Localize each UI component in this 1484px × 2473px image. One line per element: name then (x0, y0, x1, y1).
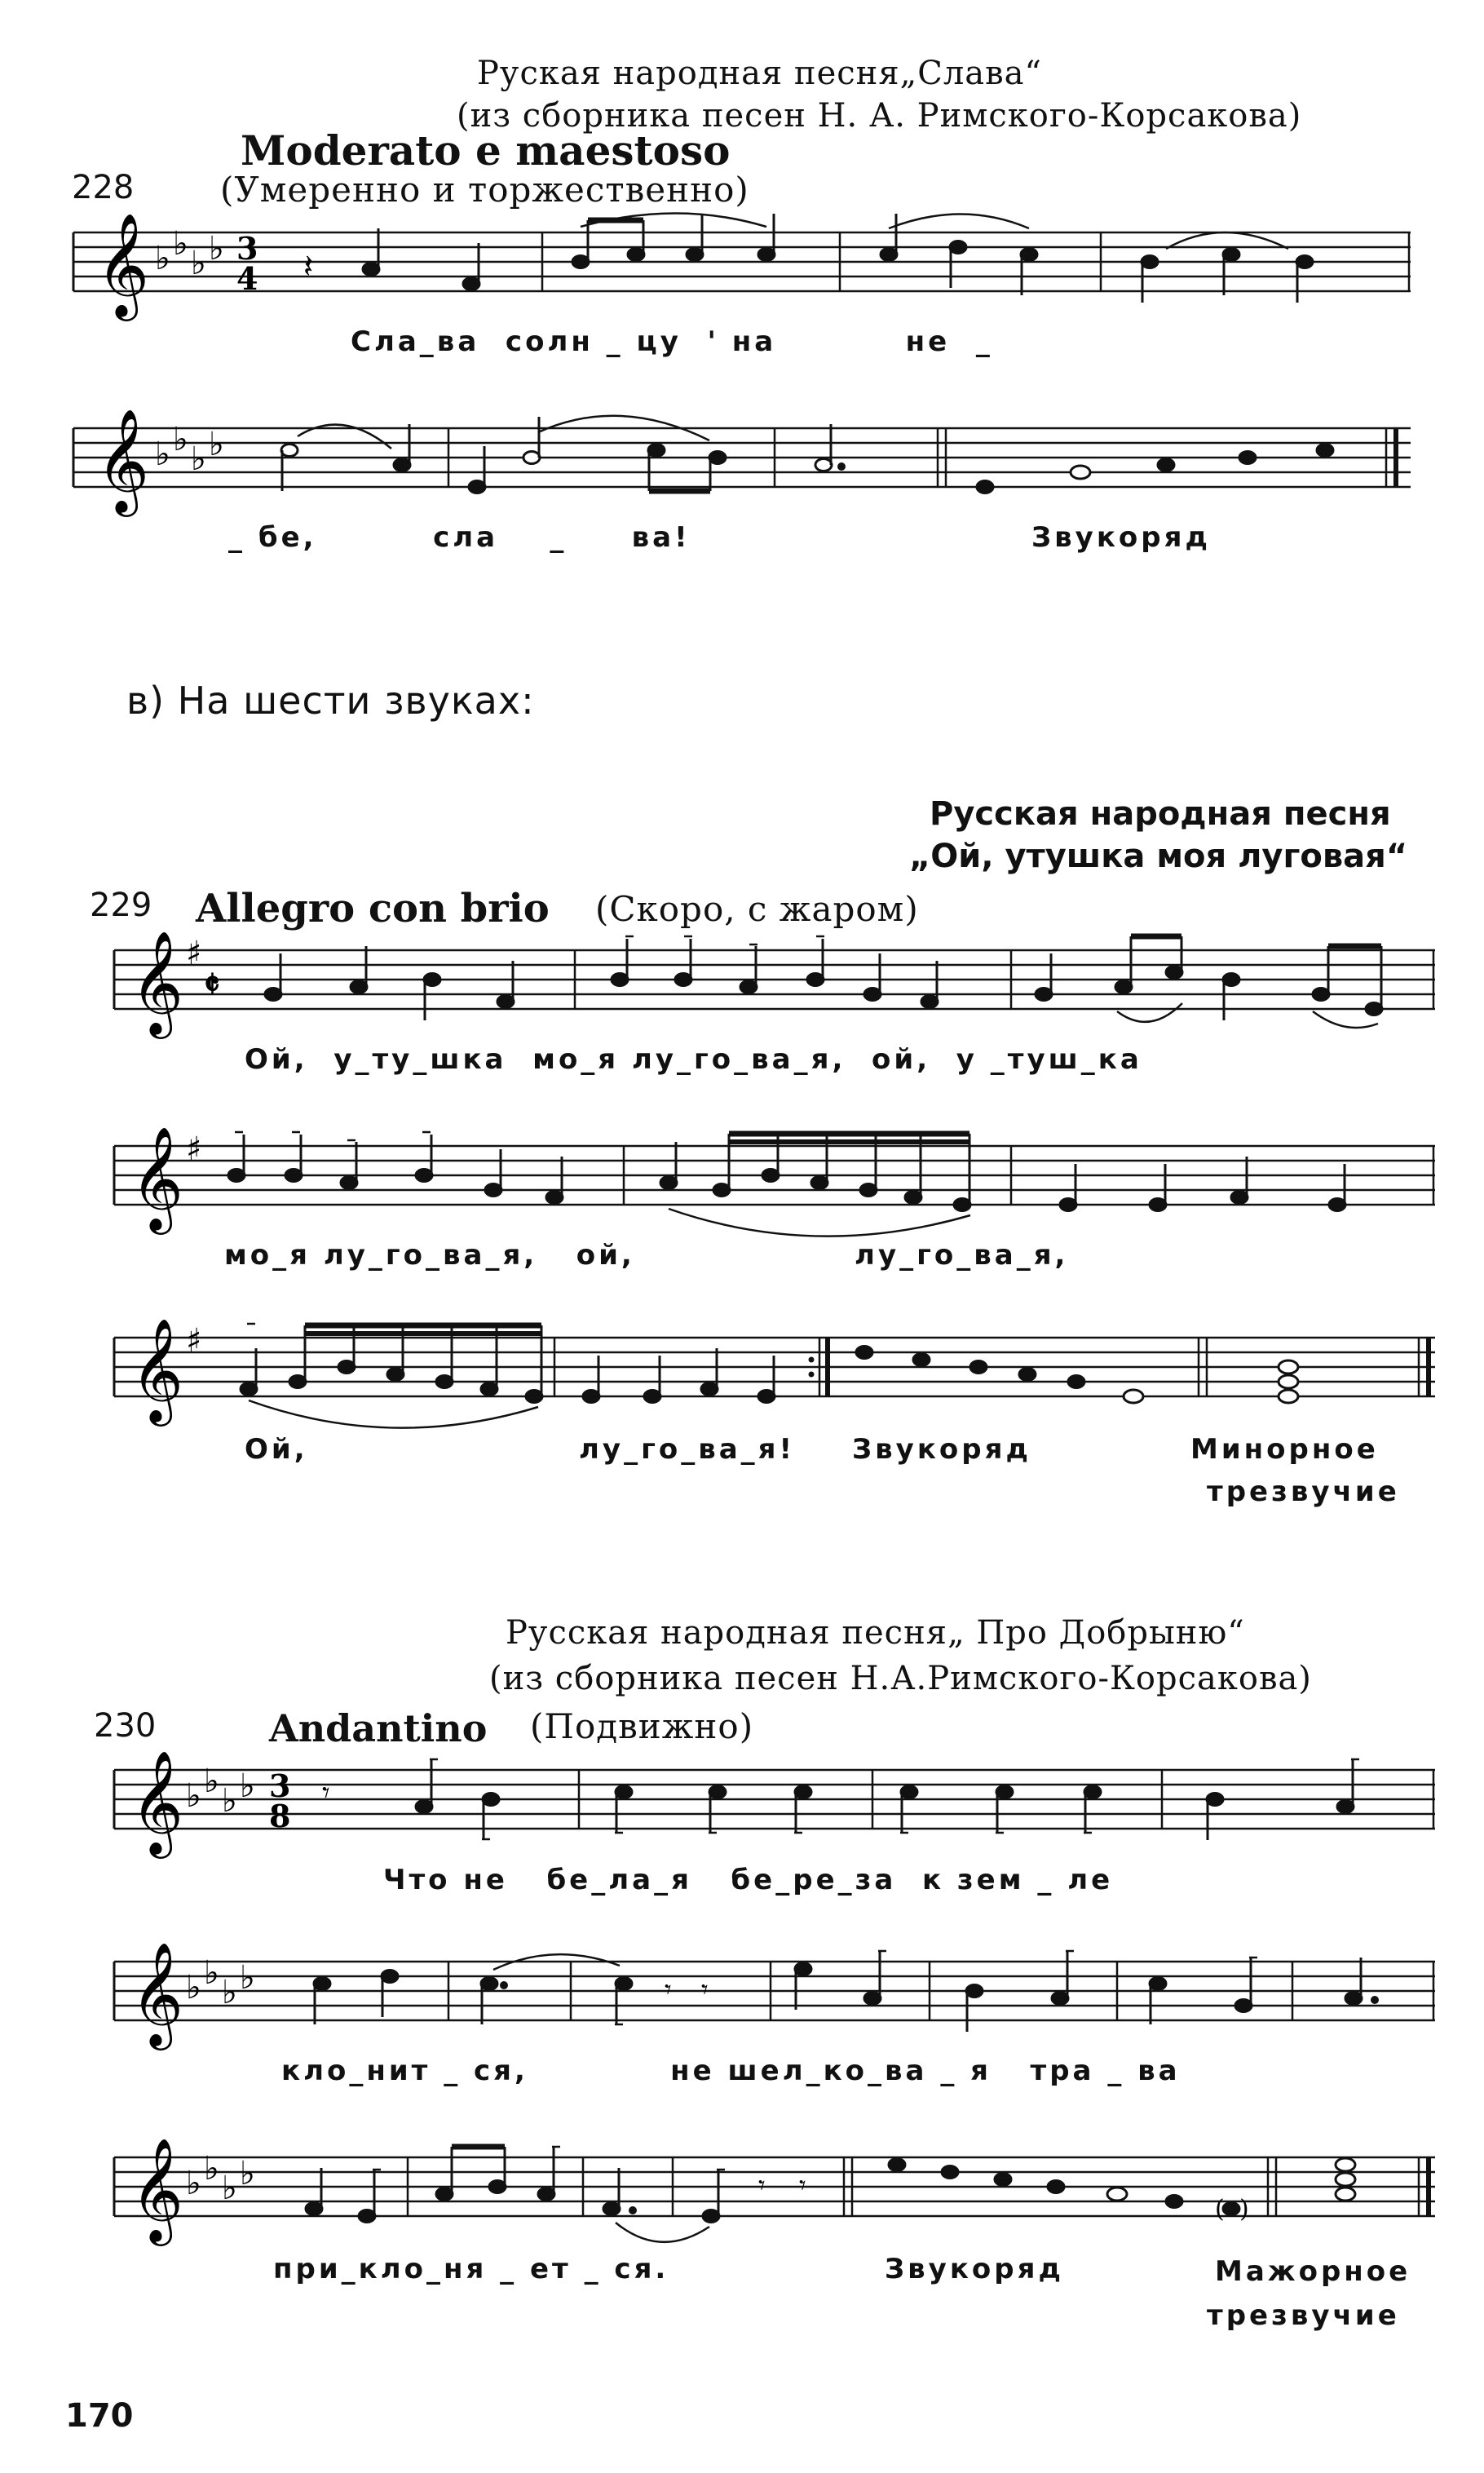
svg-text:): ) (1239, 2195, 1249, 2223)
svg-text:♭: ♭ (186, 2165, 201, 2202)
ex228-lyrics-2: _ бе, сла _ ва! (228, 521, 691, 554)
svg-text:𝄞: 𝄞 (130, 2137, 184, 2241)
svg-text:♭: ♭ (240, 1959, 255, 1997)
ex230-lyrics-1: Что не бе_ла_я бе_ре_за к зем _ ле (383, 1864, 1114, 1896)
ex229-staff-1 (0, 922, 1484, 1052)
ex229-tempo-ru: (Скоро, с жаром) (595, 889, 919, 929)
svg-text:𝄽: 𝄽 (303, 248, 314, 285)
ex230-tempo: Andantino (269, 1706, 488, 1750)
svg-text:♭: ♭ (240, 2155, 255, 2192)
svg-text:♭: ♭ (222, 2170, 237, 2207)
svg-text:𝄵: 𝄵 (204, 964, 220, 1006)
ex228-lyrics-1: Сла_ва солн _ цу ' на не _ (351, 325, 993, 358)
svg-text:♭: ♭ (155, 240, 170, 277)
svg-text:♭: ♭ (186, 1777, 201, 1815)
svg-text:8: 8 (269, 1798, 291, 1834)
ex228-scale-label: Звукоряд (1031, 521, 1211, 554)
svg-text:𝄾: 𝄾 (701, 1974, 709, 2005)
svg-text:♭: ♭ (186, 1969, 201, 2006)
ex230-chord-label-2: трезвучие (1207, 2299, 1400, 2332)
ex229-lyrics-1: Ой, у_ту_шка мо_я лу_го_ва_я, ой, у _туш_ка (245, 1043, 1142, 1076)
svg-text:♭: ♭ (191, 245, 206, 282)
ex229-tempo: Allegro con brio (196, 886, 550, 931)
ex229-lyrics-3b: лу_го_ва_я! (579, 1433, 795, 1466)
ex230-staff-2 (0, 1933, 1484, 2072)
svg-text:𝄞: 𝄞 (130, 1941, 184, 2046)
ex230-tempo-ru: (Подвижно) (530, 1706, 754, 1746)
svg-text:♭: ♭ (209, 426, 224, 463)
treble-clef-icon: 𝄞 (96, 408, 150, 512)
ex229-staff-3 (0, 1309, 1484, 1448)
ex230-scale-label: Звукоряд (885, 2253, 1064, 2285)
svg-text:𝄾: 𝄾 (758, 2170, 766, 2201)
ex228-tempo-ru: (Умеренно и торжественно) (220, 170, 749, 210)
ex228-source: (из сборника песен Н. А. Римского-Корсакова) (457, 97, 1302, 135)
svg-text:♯: ♯ (186, 935, 202, 972)
svg-text:3: 3 (269, 1767, 291, 1804)
ex228-staff-1 (0, 204, 1484, 334)
svg-text:𝄞: 𝄞 (130, 1317, 184, 1422)
time-sig-top: 3 (236, 230, 258, 267)
ex228-staff-2 (0, 400, 1484, 538)
svg-text:♭: ♭ (222, 1782, 237, 1820)
svg-text:♭: ♭ (204, 1954, 219, 1992)
time-sig-bottom: 4 (236, 260, 258, 297)
svg-text:♭: ♭ (173, 421, 188, 458)
ex229-chord-label-2: трезвучие (1207, 1475, 1400, 1508)
svg-text:♭: ♭ (204, 1763, 219, 1800)
ex230-chord-label-1: Мажорное (1215, 2255, 1411, 2288)
ex229-number: 229 (90, 887, 152, 924)
ex229-chord-label-1: Минорное (1190, 1433, 1379, 1466)
ex229-scale-label: Звукоряд (852, 1433, 1031, 1466)
svg-text:♭: ♭ (222, 1974, 237, 2011)
page-number: 170 (65, 2397, 134, 2435)
ex230-lyrics-3: при_кло_ня _ ет _ ся. (273, 2253, 669, 2285)
treble-clef-icon: 𝄞 (96, 212, 150, 316)
svg-text:♭: ♭ (191, 440, 206, 478)
ex228-number: 228 (72, 169, 135, 206)
ex230-source: (из сборника песен Н.А.Римского-Корсакова) (489, 1660, 1312, 1697)
svg-text:𝄾: 𝄾 (799, 2170, 806, 2201)
svg-text:♭: ♭ (204, 2150, 219, 2188)
svg-text:♯: ♯ (186, 1322, 202, 1360)
ex228-title: Руская народная песня„Слава“ (477, 55, 1042, 92)
ex230-number: 230 (94, 1707, 157, 1745)
ex230-lyrics-2: кло_нит _ ся, не шел_ко_ва _ я тра _ ва (281, 2055, 1181, 2087)
ex229-lyrics-2: мо_я лу_го_ва_я, ой, лу_го_ва_я, (224, 1239, 1069, 1272)
ex229-subtitle: „Ой, утушка моя луговая“ (909, 838, 1408, 875)
svg-text:𝄞: 𝄞 (130, 1750, 184, 1854)
ex230-staff-1 (0, 1741, 1484, 1872)
svg-text:♭: ♭ (155, 436, 170, 473)
svg-text:𝄞: 𝄞 (130, 1126, 184, 1230)
svg-text:♭: ♭ (240, 1767, 255, 1805)
ex228-tempo: Moderato e maestoso (241, 126, 731, 175)
ex229-lyrics-3a: Ой, (245, 1433, 308, 1466)
svg-text:♯: ♯ (186, 1130, 202, 1168)
ex230-title: Русская народная песня„ Про Добрыню“ (506, 1614, 1245, 1652)
svg-text:♭: ♭ (209, 230, 224, 268)
ex229-staff-2 (0, 1117, 1484, 1256)
svg-text:𝄾: 𝄾 (665, 1974, 672, 2005)
svg-text:♭: ♭ (173, 225, 188, 263)
ex230-staff-3 (0, 2129, 1484, 2276)
svg-text:𝄞: 𝄞 (130, 930, 184, 1034)
section-heading: в) На шести звуках: (126, 679, 535, 723)
ex229-title: Русская народная песня (930, 795, 1391, 833)
svg-text:𝄾: 𝄾 (322, 1776, 330, 1810)
svg-text:(: ( (1215, 2195, 1225, 2223)
